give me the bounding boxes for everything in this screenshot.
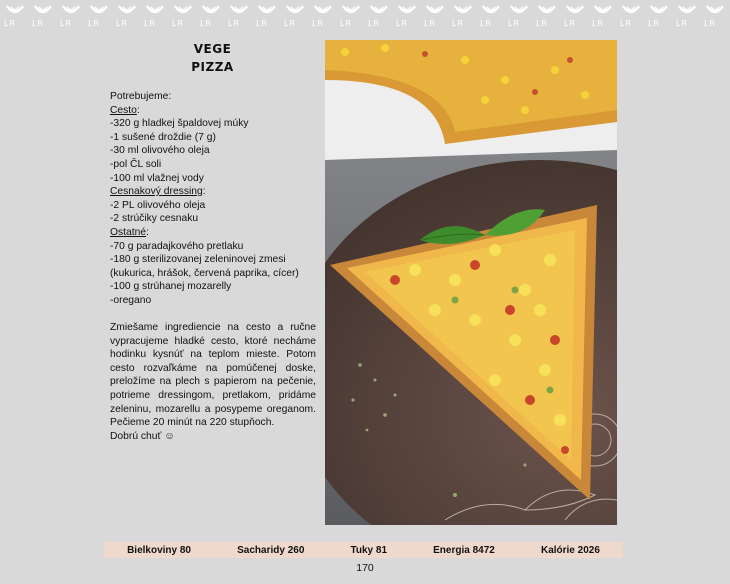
logo-icon: LR [394, 2, 420, 32]
ingredient-item: -320 g hladkej špaldovej múky [110, 118, 249, 130]
nutrition-protein: Bielkoviny 80 [127, 544, 191, 556]
logo-icon: LR [674, 2, 700, 32]
logo-icon: LR [142, 2, 168, 32]
logo-icon: LR [198, 2, 224, 32]
ingredients-intro: Potrebujeme: [110, 91, 172, 102]
closing-greeting: Dobrú chuť ☺ [110, 430, 175, 442]
header-logo-strip [0, 0, 730, 34]
logo-icon: LR [618, 2, 644, 32]
logo-icon: LR [562, 2, 588, 32]
ingredient-item: (kukurica, hrášok, červená paprika, cícer) [110, 267, 299, 279]
nutrition-summary-bar [104, 542, 623, 558]
logo-icon: LR [2, 2, 28, 32]
logo-icon: LR [450, 2, 476, 32]
logo-icon: LR [58, 2, 84, 32]
logo-icon: LR [422, 2, 448, 32]
ingredient-item: -1 sušené droždie (7 g) [110, 131, 216, 143]
logo-icon: LR [590, 2, 616, 32]
logo-icon: LR [534, 2, 560, 32]
logo-icon: LR [86, 2, 112, 32]
nutrition-energy: Energia 8472 [433, 544, 495, 556]
nutrition-calories: Kalórie 2026 [540, 544, 600, 556]
page-number: 170 [356, 562, 374, 574]
ingredient-item: -oregano [110, 294, 152, 306]
ingredient-item: -70 g paradajkového pretlaku [110, 240, 244, 252]
nutrition-fat: Tuky 81 [350, 544, 387, 556]
ingredient-item: -2 PL olivového oleja [110, 199, 206, 211]
logo-icon: LR [226, 2, 252, 32]
ingredient-item: -180 g sterilizovanej zeleninovej zmesi [110, 254, 286, 266]
pizza-photo [325, 40, 617, 525]
logo-icon: LR [114, 2, 140, 32]
logo-icon: LR [254, 2, 280, 32]
other-heading: Ostatné [110, 226, 147, 238]
logo-icon: LR [310, 2, 336, 32]
nutrition-carbs: Sacharidy 260 [237, 544, 305, 556]
ingredient-item: -100 ml vlažnej vody [110, 172, 204, 184]
recipe-text: Potrebujeme: Cesto: -320 g hladkej špaldovej múky -1 sušené droždie (7 g) -30 ml olivového oleja -pol ČL soli -100 ml vlažnej vody Cesnakový dressing: -2 PL olivového oleja -2 strúčiky cesnaku Ostatné: -70 g paradajkového pretlaku -180 g sterilizovanej zeleninovej zmesi (kukurica, hrášok, červená paprika, cícer) -100 g strúhanej mozarelly -oregano Zmiešame ingrediencie na cesto a ručne vypracujeme hladké cesto, ktoré necháme hodinku kysnúť na teplom mieste. Potom cesto rozvaľkáme na pomúčenej doske, preložíme na plech s papierom na pečenie, potrieme dressingom, pretlakom, pridáme zeleninu, mozarellu a posypeme oreganom. Pečieme 20 minút na 220 stupňoch. Dobrú chuť ☺ [110, 91, 316, 442]
ingredient-item: -pol ČL soli [110, 158, 162, 170]
ingredient-item: -2 strúčiky cesnaku [110, 213, 199, 225]
ingredient-item: -30 ml olivového oleja [110, 145, 210, 157]
recipe-title-line-2: PIZZA [191, 60, 234, 74]
logo-icon: LR [702, 2, 728, 32]
ingredient-item: -100 g strúhanej mozarelly [110, 281, 232, 293]
dough-heading: Cesto [110, 104, 137, 116]
logo-icon: LR [170, 2, 196, 32]
logo-icon: LR [478, 2, 504, 32]
dressing-heading: Cesnakový dressing [110, 186, 203, 198]
logo-icon: LR [282, 2, 308, 32]
logo-icon: LR [366, 2, 392, 32]
instructions-paragraph: Zmiešame ingrediencie na cesto a ručne vypracujeme hladké cesto, ktoré necháme hodinku kysnúť na teplom mieste. Potom cesto rozvaľkáme na pomúčenej doske, preložíme na plech s papierom na pečenie, potrieme dressingom, pretlakom, pridáme zeleninu, mozarellu a posypeme oreganom. Pečieme 20 minút na 220 stupňoch. [110, 322, 316, 429]
recipe-title-line-1: VEGE [193, 42, 232, 56]
logo-icon: LR [506, 2, 532, 32]
logo-icon: LR [646, 2, 672, 32]
logo-icon: LR [338, 2, 364, 32]
logo-icon: LR [30, 2, 56, 32]
